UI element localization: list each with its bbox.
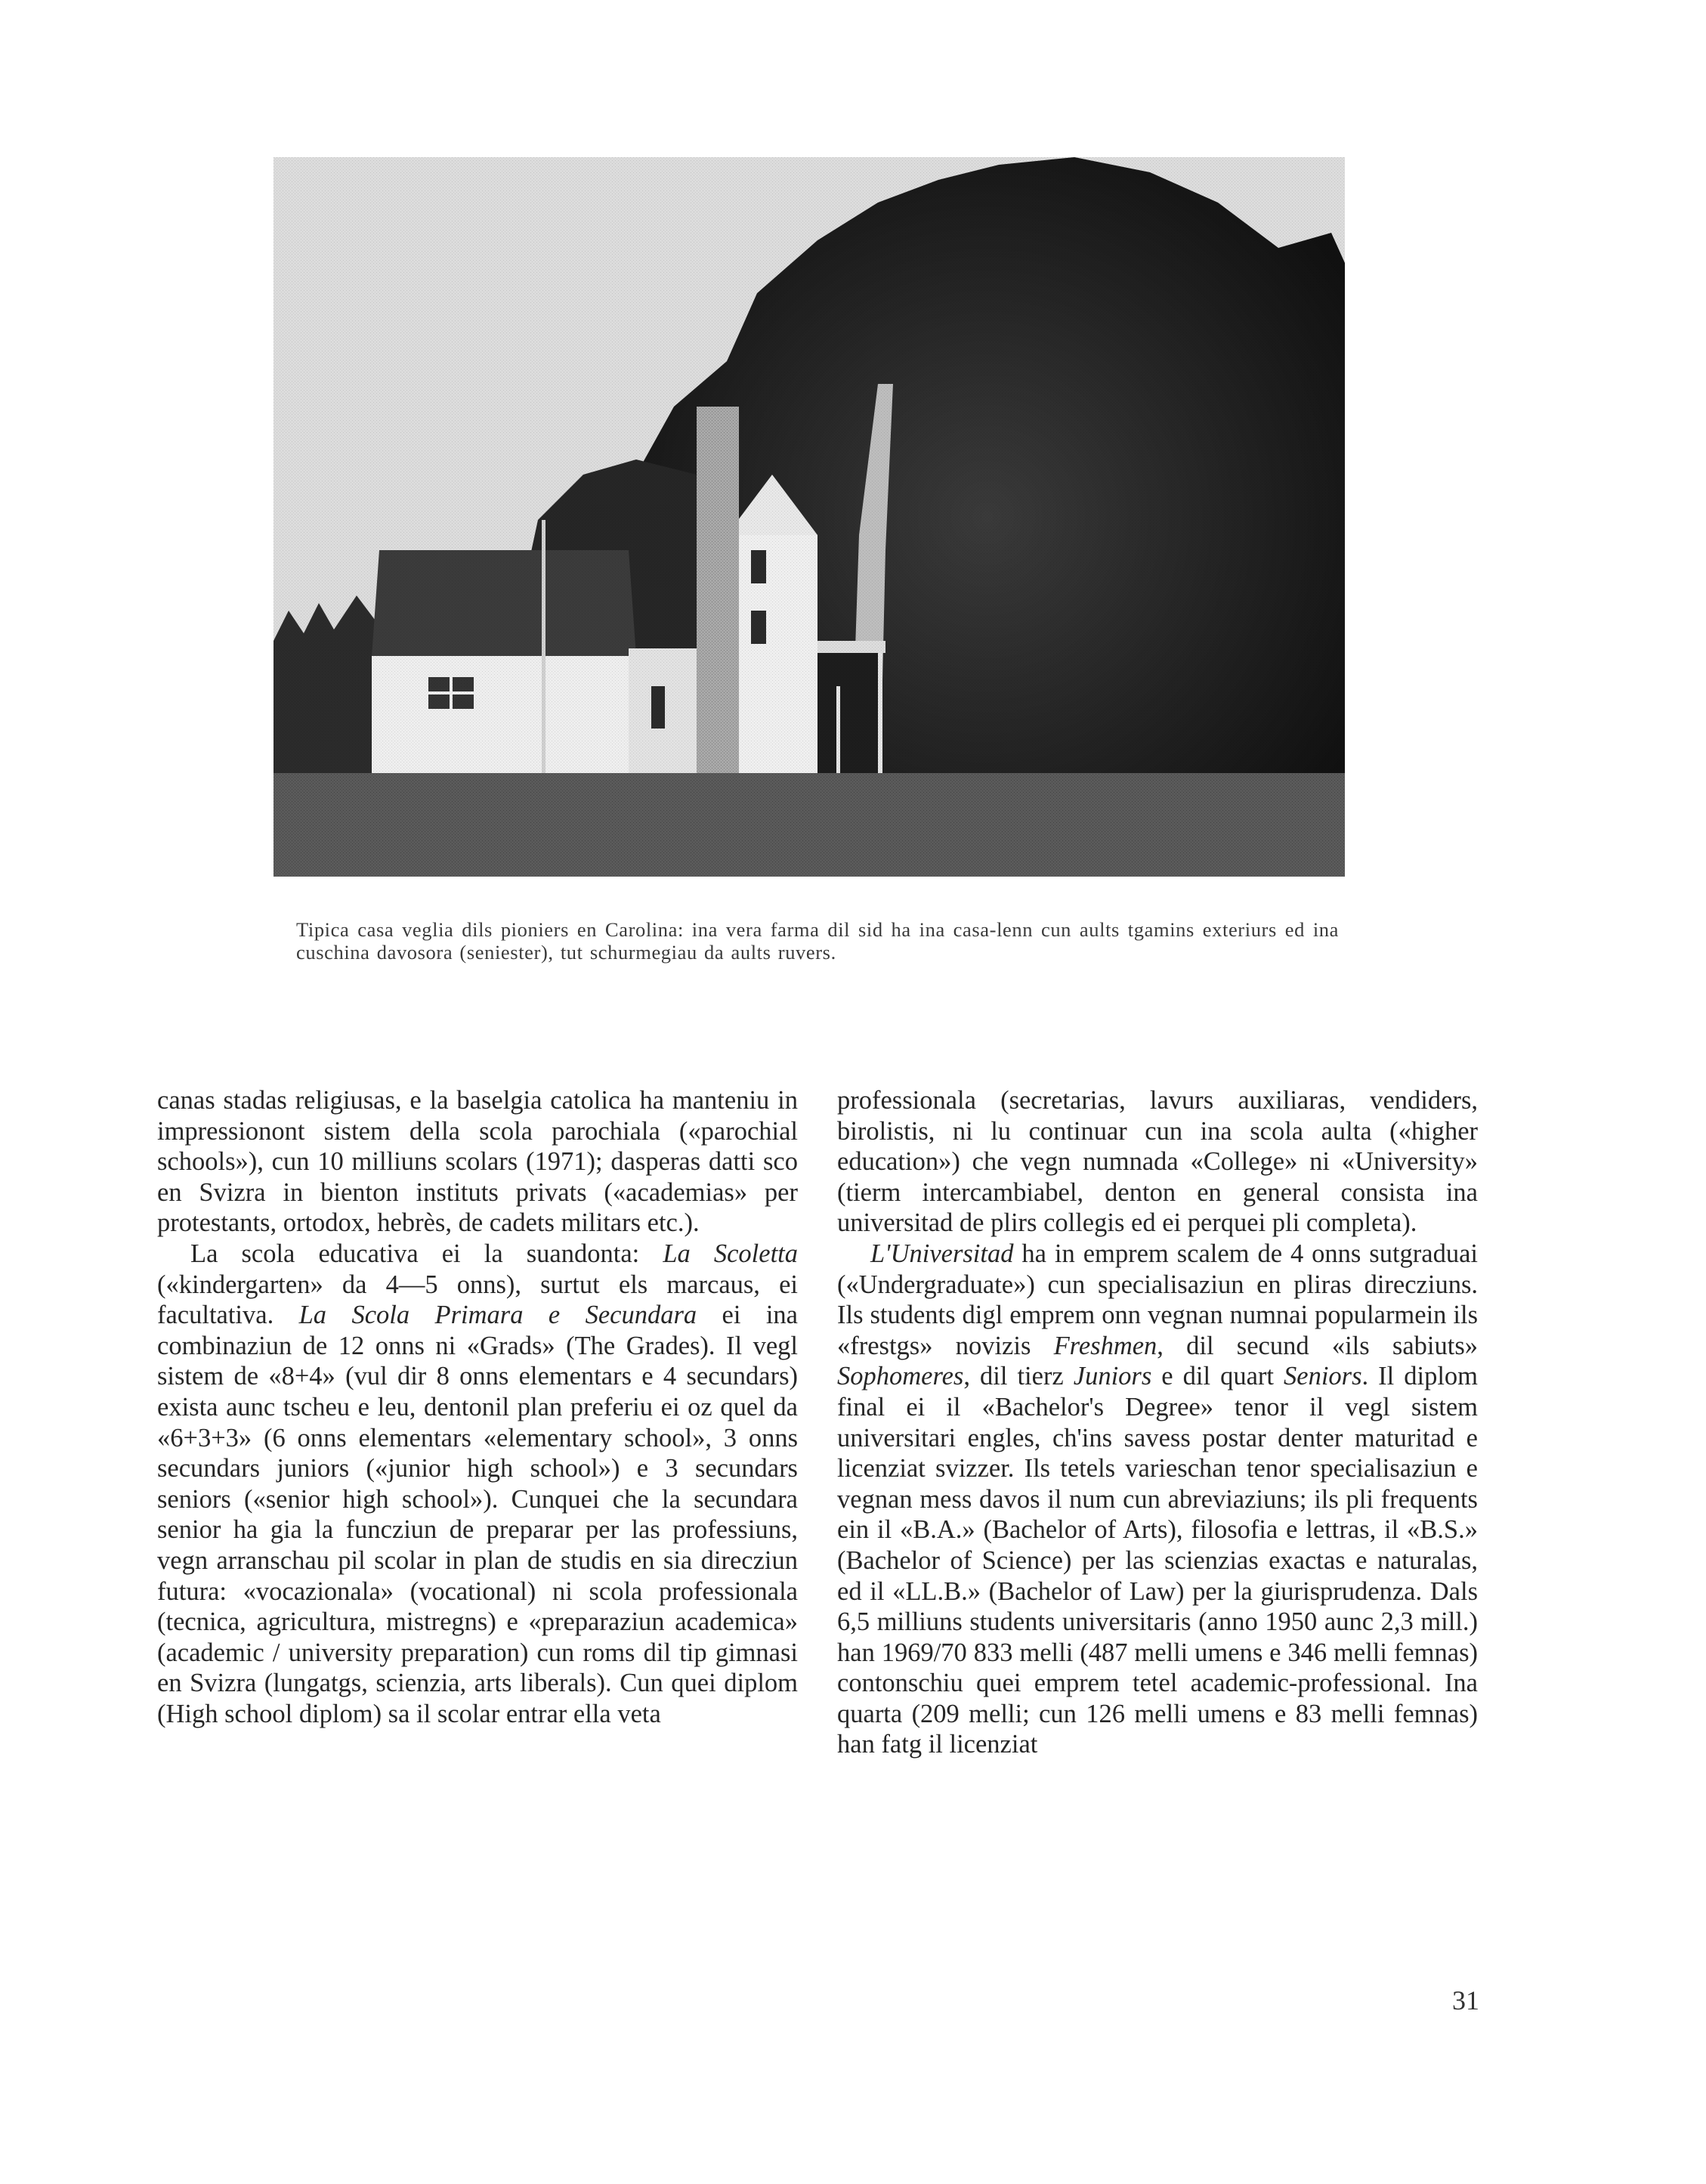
paragraph: [837, 1239, 1478, 1760]
italic-term: Seniors: [1284, 1362, 1362, 1391]
text-run: («kindergarten» da 4—5 onns), surtut els marcaus, ei facultativa.: [157, 1270, 798, 1330]
text-run: , dil secund «ils sabiuts»: [1157, 1331, 1479, 1360]
text-run: . Il diplom final ei il «Bachelor's Degree» tenor il vegl sistem universitari engles, ch'ins savess postar denter maturitad e licenziat svizzer. Ils tetels varieschan tenor specialisaziun e vegnan mess davos il num cun abreviaziuns; ils pli frequents ein il «B.A.» (Bachelor of Arts), filosofia e lettras, il «B.S.» (Bachelor of Science) per las scienzias exactas e naturalas, ed il «LL.B.» (Bachelor of Law) per la giurisprudenza. Dals 6,5 milliuns students universitaris (anno 1950 aunc 2,3 mill.) han 1969/70 833 melli (487 melli umens e 346 melli femnas) contonschiu quei emprem tetel academic-professional. Ina quarta (209 melli; cun 126 melli umens e 83 melli femnas) han fatg il licenziat: [837, 1362, 1478, 1759]
italic-term: Freshmen: [1053, 1331, 1157, 1360]
paragraph: [157, 1239, 798, 1730]
left-text-column: [157, 1085, 798, 1729]
text-run: La scola educativa ei la suandonta:: [190, 1239, 663, 1268]
figure-caption: Tipica casa veglia dils pioniers en Carolina: ina vera farma dil sid ha ina casa-lenn cun aults tgamins exteriurs ed ina cuschina davosora (seniester), tut schurmegiau da aults ruvers.: [296, 918, 1339, 964]
italic-term: Sophomeres: [837, 1362, 964, 1391]
text-run: e dil quart: [1151, 1362, 1284, 1391]
italic-term: Juniors: [1073, 1362, 1152, 1391]
text-run: , dil tierz: [963, 1362, 1074, 1391]
text-run: ha in emprem scalem de 4 onns sutgraduai («Undergraduate») cun specialisaziun en pliras direcziuns. Ils students digl emprem onn vegnan numnai popularmein ils «frestgs» novizis: [837, 1239, 1478, 1360]
page-number: 31: [1452, 1985, 1479, 2015]
right-text-column: [837, 1085, 1478, 1760]
paragraph: professionala (secretarias, lavurs auxiliaras, vendiders, birolistis, ni lu continuar cun ina scola aulta («higher education») che vegn numnada «College» ni «University» (tierm intercambiabel, denton en general consista ina universitad de plirs collegis ed ei perquei pli completa).: [837, 1086, 1478, 1238]
paragraph: canas stadas religiusas, e la baselgia catolica ha manteniu in impressionont sistem della scola parochiala («parochial schools»), cun 10 milliuns scolars (1971); dasperas datti sco en Svizra in bienton instituts privats («academias» per protestants, ortodox, hebrès, de cadets militars etc.).: [157, 1086, 798, 1238]
text-run: ei ina combinaziun de 12 onns ni «Grads» (The Grades). Il vegl sistem de «8+4» (vul dir 8 onns elementars e 4 secundars) exista aunc tscheu e leu, dentonil plan preferiu ei oz quel da «6+3+3» (6 onns elementars «elementary school», 3 onns secundars juniors («junior high school») e 3 secundars seniors («senior high school»). Cunquei che la secundara senior ha gia la funcziun de preparar per las professiuns, vegn arranschau pil scolar in plan de studis en sia direcziun futura: «vocazionala» (vocational) ni scola professionala (tecnica, agricultura, mistregns) e «preparaziun academica» (academic / university preparation) cun roms dil tip gimnasi en Svizra (lungatgs, scienzia, arts liberals). Cun quei diplom (High school diplom) sa il scolar entrar ella veta: [157, 1301, 798, 1728]
photo-illustration: [274, 157, 1345, 877]
italic-term: La Scoletta: [663, 1239, 798, 1268]
farmhouse-photo: [274, 157, 1345, 877]
italic-term: La Scola Primara e Secundara: [298, 1301, 697, 1330]
italic-term: L'Universitad: [870, 1239, 1014, 1268]
